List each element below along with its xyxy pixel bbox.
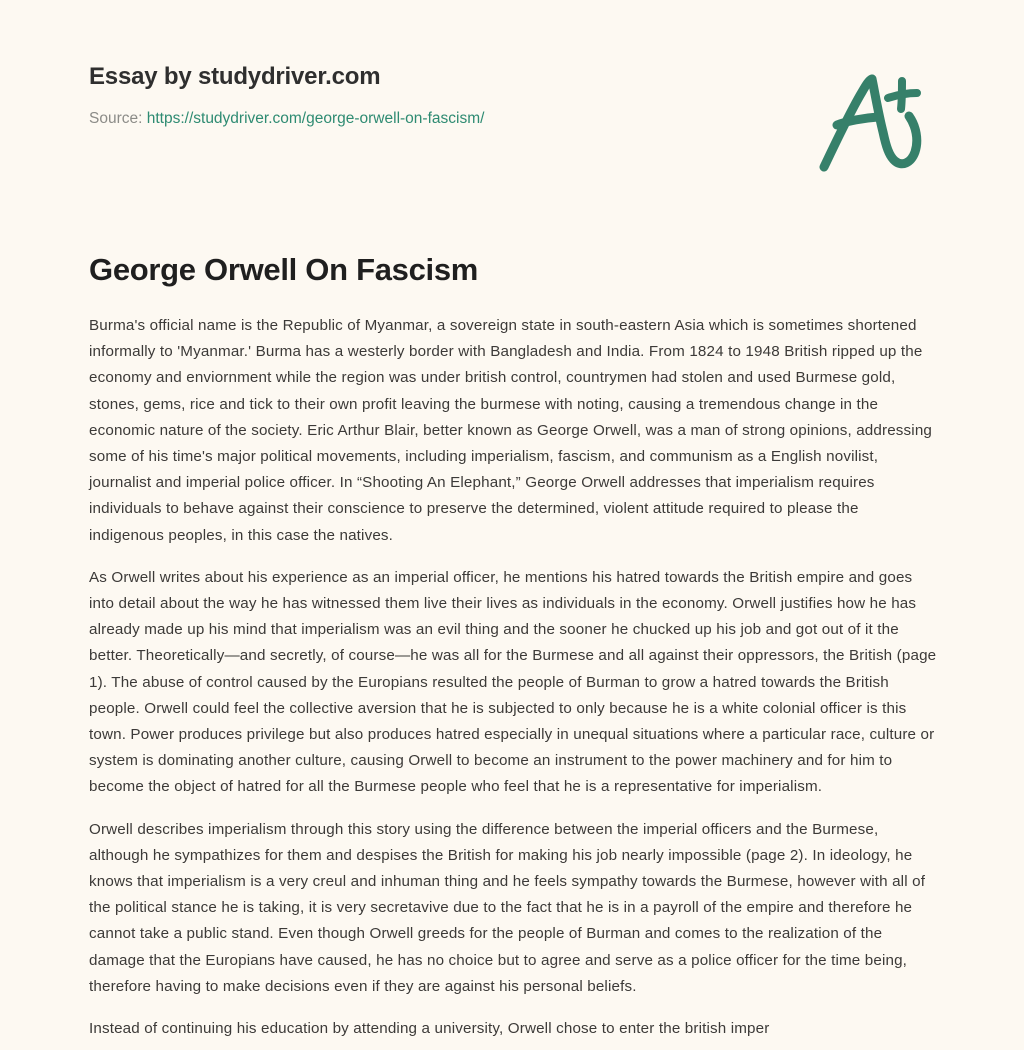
essay-paragraph: Instead of continuing his education by attending a university, Orwell chose to enter the british imper xyxy=(89,1020,770,1038)
studydriver-logo[interactable] xyxy=(812,66,930,178)
a-plus-logo-icon xyxy=(812,66,930,178)
essay-paragraph: As Orwell writes about his experience as an imperial officer, he mentions his hatred towards the British empire and goes into detail about the way he has witnessed them live their lives as individuals in the economy. Orwell justifies how he has already made up his mind that imperialism was an evil thing and the sooner he chucked up his job and got out of it the better. Theoretically—and secretly, of course—he was all for the Burmese and all against their oppressors, the British (page 1). The abuse of control caused by the Europians resulted the people of Burman to grow a hatred towards the British people. Orwell could feel the collective aversion that he is subjected to only because he is a white colonial officer is this town. Power produces privilege but also produces hatred especially in unequal situations where a particular race, culture or system is dominating another culture, causing Orwell to become an instrument to the power machinery and for him to become the object of hatred for all the Burmese people who feel that he is a representative for imperialism. xyxy=(89,568,937,796)
essay-body xyxy=(89,313,937,1042)
attribution-block xyxy=(89,62,749,129)
source-label: Source: xyxy=(89,110,147,127)
page-header xyxy=(0,0,1024,200)
page-title: George Orwell On Fascism xyxy=(89,252,479,287)
source-line xyxy=(89,92,749,129)
essay-paragraph: Orwell describes imperialism through this story using the difference between the imperial officers and the Burmese, although he sympathizes for them and despises the British for making his job nearly impossible (page 2). In ideology, he knows that imperialism is a very creul and inhuman thing and he feels sympathy towards the Burmese, however with all of the political stance he is taking, it is very secretavive due to the fact that he is in a payroll of the empire and therefore he cannot take a public stand. Even though Orwell greeds for the people of Burman and comes to the realization of the damage that the Europians have caused, he has no choice but to agree and serve as a police officer for the time being, therefore having to make decisions even if they are against his personal beliefs. xyxy=(89,820,926,995)
essay-paragraph: Burma's official name is the Republic of Myanmar, a sovereign state in south-eastern Asia which is sometimes shortened informally to 'Myanmar.' Burma has a westerly border with Bangladesh and India. From 1824 to 1948 British ripped up the economy and enviornment while the region was under british control, countrymen had stolen and used Burmese gold, stones, gems, rice and tick to their own profit leaving the burmese with noting, causing a tremendous change in the economic nature of the society. Eric Arthur Blair, better known as George Orwell, was a man of strong opinions, addressing some of his time's major political movements, including imperialism, fascism, and communism as a English novilist, journalist and imperial police officer. In “Shooting An Elephant,” George Orwell addresses that imperialism requires individuals to behave against their conscience to preserve the determined, violent attitude required to please the indigenous peoples, in this case the natives. xyxy=(89,317,933,544)
source-url-link[interactable]: https://studydriver.com/george-orwell-on-fascism/ xyxy=(146,110,485,127)
essay-by-heading: Essay by studydriver.com xyxy=(89,63,381,90)
